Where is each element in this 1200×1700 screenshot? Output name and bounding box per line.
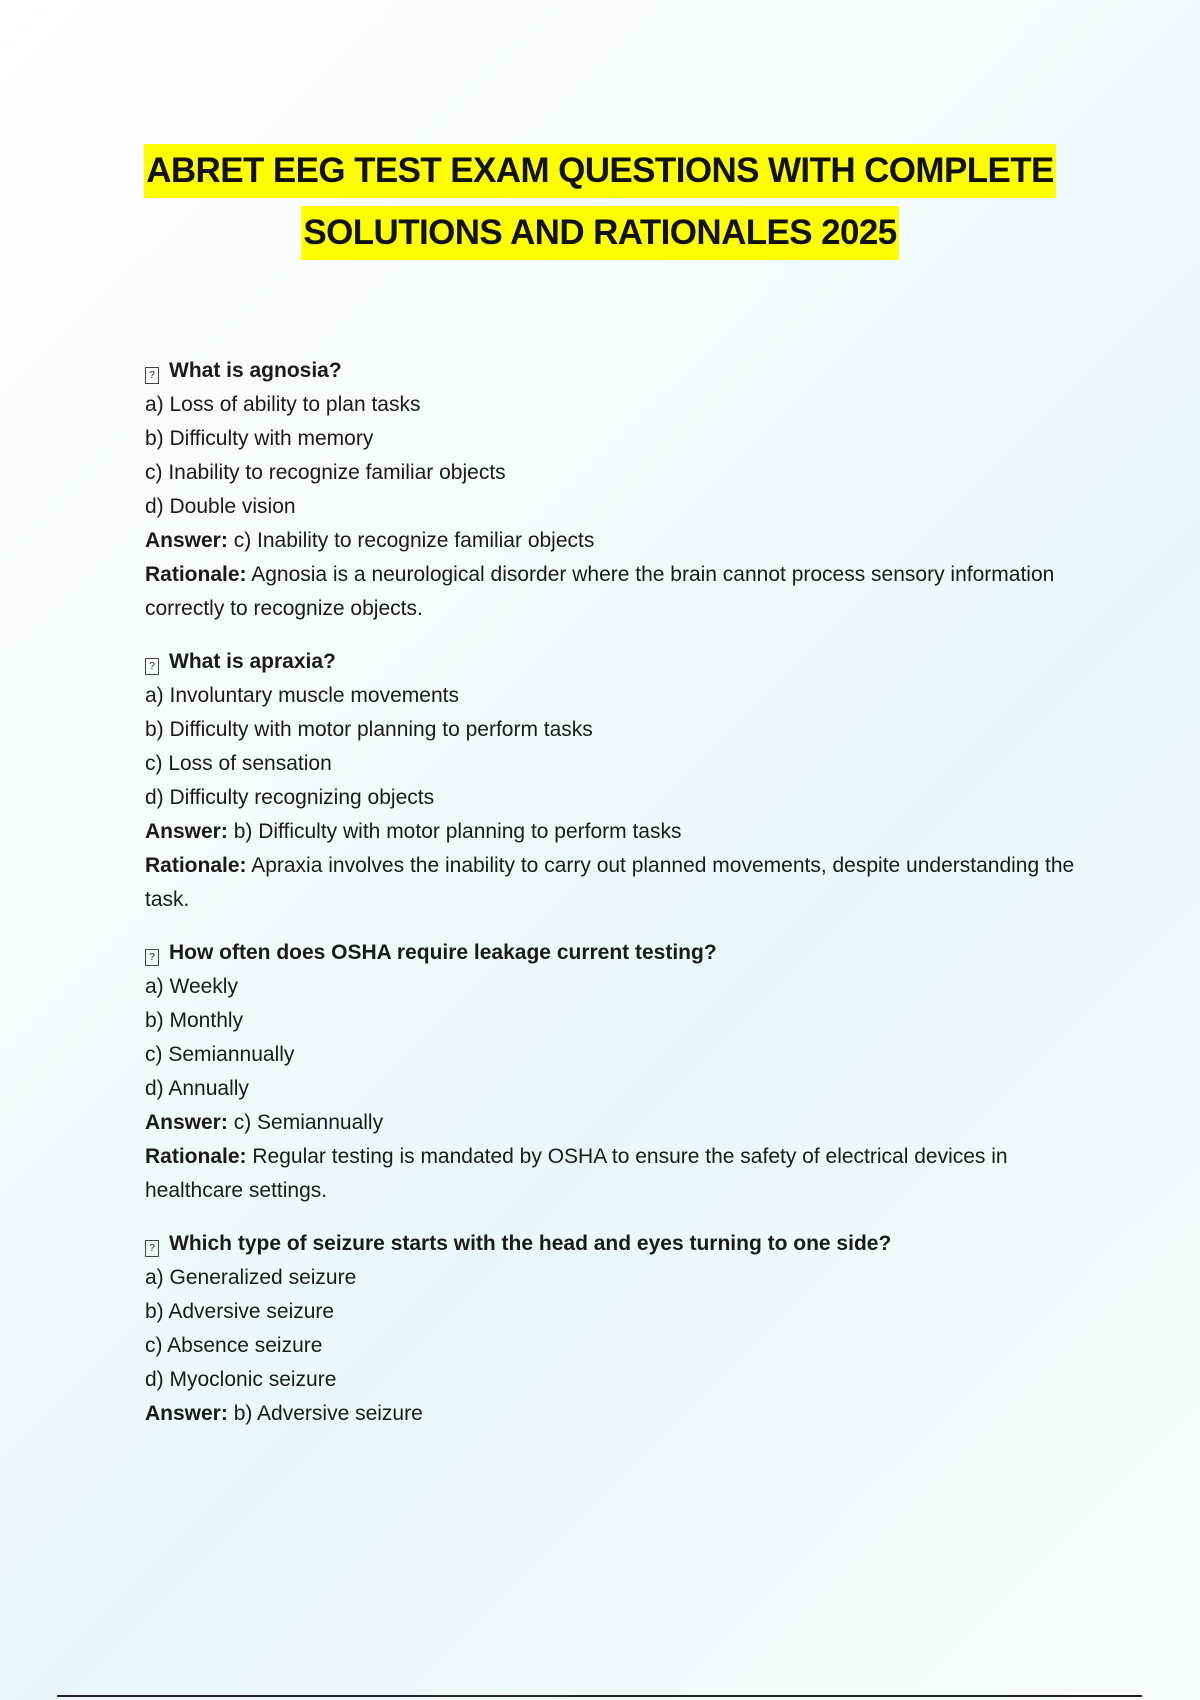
option-b: b) Difficulty with motor planning to perform tasks xyxy=(145,718,593,741)
footer-divider xyxy=(57,1695,1142,1697)
rationale-text: Apraxia involves the inability to carry out planned movements, despite understanding the task. xyxy=(145,854,1075,911)
option-b: b) Difficulty with memory xyxy=(145,427,374,450)
rationale-line xyxy=(145,849,1075,917)
title-line-2: SOLUTIONS AND RATIONALES 2025 xyxy=(301,206,898,260)
option-d: d) Double vision xyxy=(145,495,296,518)
question-heading xyxy=(145,1227,1075,1261)
option-a: a) Loss of ability to plan tasks xyxy=(145,393,421,416)
rationale-line xyxy=(145,1140,1075,1208)
option-d: d) Myoclonic seizure xyxy=(145,1368,337,1391)
option-c: c) Inability to recognize familiar objects xyxy=(145,461,506,484)
option-a: a) Generalized seizure xyxy=(145,1266,357,1289)
answer-text: c) Semiannually xyxy=(233,1111,384,1134)
question-heading xyxy=(145,645,1075,679)
answer-text: c) Inability to recognize familiar objects xyxy=(233,529,595,552)
answer-line xyxy=(145,815,1075,849)
question-text: How often does OSHA require leakage current testing? xyxy=(169,941,717,964)
rationale-text: Agnosia is a neurological disorder where the brain cannot process sensory information correctly to recognize objects. xyxy=(145,563,1055,620)
answer-label: Answer: xyxy=(145,1111,228,1134)
rationale-line xyxy=(145,558,1075,626)
option-a: a) Weekly xyxy=(145,975,238,998)
option-d: d) Annually xyxy=(145,1077,249,1100)
question-text: Which type of seizure starts with the head and eyes turning to one side? xyxy=(169,1232,892,1255)
answer-text: b) Adversive seizure xyxy=(233,1402,423,1425)
question-text: What is apraxia? xyxy=(169,650,336,673)
rationale-text: Regular testing is mandated by OSHA to ensure the safety of electrical devices in healthcare settings. xyxy=(145,1145,1008,1202)
question-list xyxy=(145,354,1075,1450)
question-text: What is agnosia? xyxy=(169,359,342,382)
option-c: c) Absence seizure xyxy=(145,1334,323,1357)
option-d: d) Difficulty recognizing objects xyxy=(145,786,435,809)
answer-line xyxy=(145,1106,1075,1140)
question-block xyxy=(145,645,1075,917)
answer-text: b) Difficulty with motor planning to perform tasks xyxy=(233,820,682,843)
answer-line xyxy=(145,1397,1075,1431)
question-block xyxy=(145,1227,1075,1431)
rationale-label: Rationale: xyxy=(145,1145,247,1168)
option-c: c) Loss of sensation xyxy=(145,752,332,775)
missing-glyph-icon: ? xyxy=(145,949,159,966)
option-b: b) Adversive seizure xyxy=(145,1300,335,1323)
question-block xyxy=(145,936,1075,1208)
title-line-1: ABRET EEG TEST EXAM QUESTIONS WITH COMPLETE xyxy=(144,144,1056,198)
question-heading xyxy=(145,936,1075,970)
rationale-label: Rationale: xyxy=(145,563,247,586)
question-heading xyxy=(145,354,1075,388)
answer-label: Answer: xyxy=(145,1402,228,1425)
missing-glyph-icon: ? xyxy=(145,1240,159,1257)
missing-glyph-icon: ? xyxy=(145,367,159,384)
rationale-label: Rationale: xyxy=(145,854,247,877)
answer-label: Answer: xyxy=(145,820,228,843)
question-block xyxy=(145,354,1075,626)
answer-label: Answer: xyxy=(145,529,228,552)
answer-line xyxy=(145,524,1075,558)
document-title xyxy=(0,140,1200,264)
missing-glyph-icon: ? xyxy=(145,658,159,675)
option-c: c) Semiannually xyxy=(145,1043,295,1066)
option-b: b) Monthly xyxy=(145,1009,244,1032)
option-a: a) Involuntary muscle movements xyxy=(145,684,459,707)
